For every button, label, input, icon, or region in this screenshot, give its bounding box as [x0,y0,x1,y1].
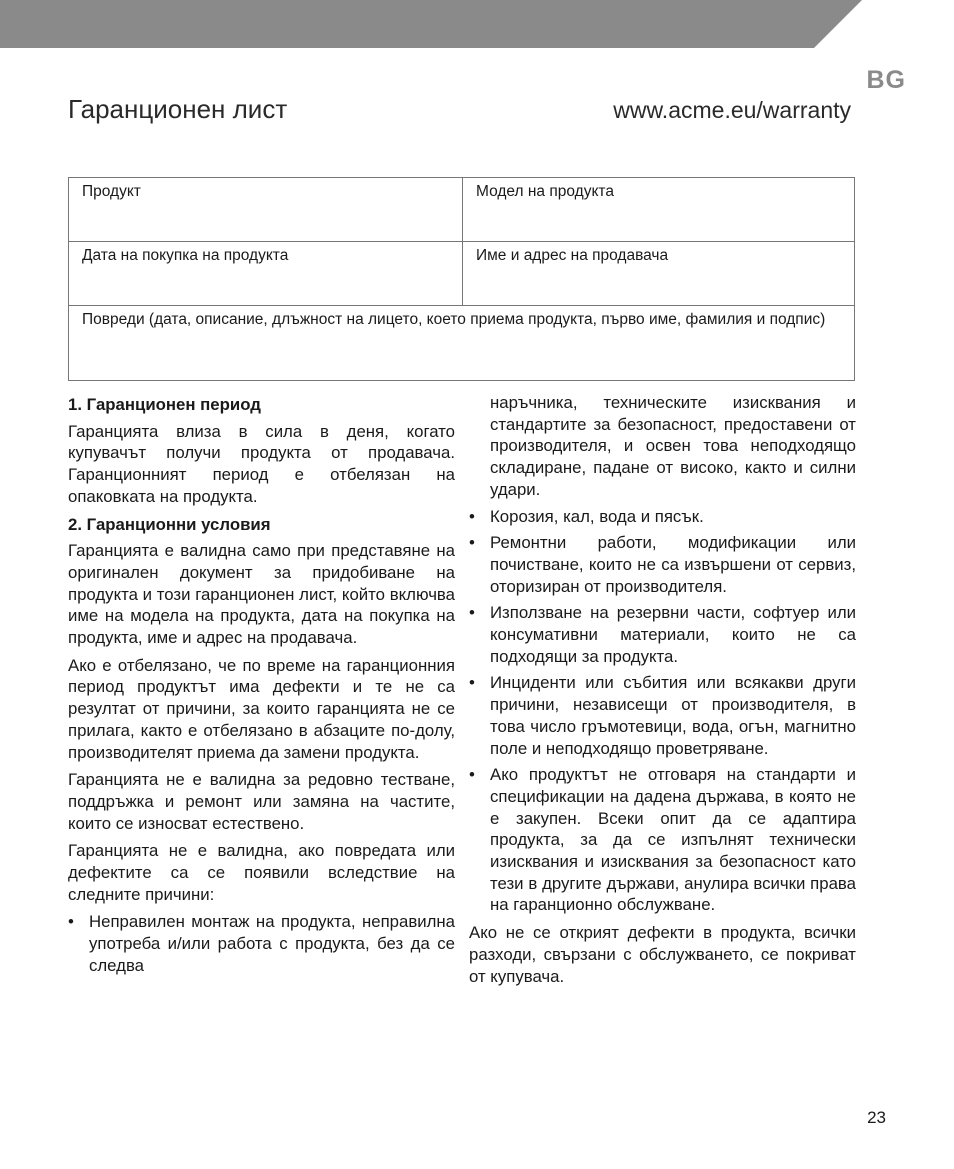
paragraph: Гаранцията е валидна само при представяне на оригинален документ за придобиване на продукта и този гаранционен лист, който включва име на модела на продукта, дата на покупка на продукта, име и адрес на продавача. [68,541,455,648]
left-column [68,392,455,983]
paragraph: Ако не се открият дефекти в продукта, всички разходи, свързани с обслужването, се покриват от купувача. [469,923,856,986]
section-heading: 2. Гаранционни условия [68,514,271,534]
list-item-text: Ремонтни работи, модификации или почистване, които не са извършени от сервиз, оторизиран от производителя. [490,533,856,596]
paragraph: Гаранцията не е валидна за редовно тестване, поддръжка и ремонт или замяна на частите, които се износват естествено. [68,770,455,833]
section-heading: 1. Гаранционен период [68,395,261,414]
list-item-text: Неправилен монтаж на продукта, неправилна употреба и/или работа с продукта, без да се следва [89,912,455,975]
list-item [469,602,856,667]
paragraph: Гаранцията не е валидна, ако повредата или дефектите са се появили вследствие на следните причини: [68,841,455,904]
condition-list [469,392,856,916]
list-item [469,672,856,759]
page-title: Гаранционен лист [68,94,288,124]
right-column [469,392,856,993]
list-item [469,506,856,528]
list-item-text: Използване на резервни части, софтуер или консумативни материали, които не са подходящи за продукта. [490,603,856,666]
field-product: Продукт [82,183,141,200]
page-number: 23 [867,1108,886,1127]
condition-list [68,911,455,976]
list-item-text: Инциденти или събития или всякакви други причини, независещи от производителя, в това число гръмотевици, вода, огън, магнитно поле и неподходящо проветряване. [490,673,856,758]
bullet-icon: • [469,603,475,623]
list-item-text: Корозия, кал, вода и пясък. [490,506,704,526]
bullet-icon: • [469,673,475,693]
bullet-icon: • [469,765,475,785]
list-item [469,532,856,597]
language-code: BG [866,66,906,94]
paragraph: Гаранцията влиза в сила в деня, когато купувачът получи продукта от продавача. Гаранционният период е отбелязан на опаковката на продукта. [68,421,455,506]
header-bar [0,0,862,48]
field-purchase-date: Дата на покупка на продукта [82,247,289,264]
warranty-url: www.acme.eu/warranty [613,97,851,123]
bullet-icon: • [68,912,74,932]
list-item-text: Ако продуктът не отговаря на стандарти и спецификации на дадена държава, в която не е закупен. Всеки опит да се адаптира продукта, за да се изпълнят технически изисквания и изисквания за безопасност като тези в другите държави, анулира всички права на гаранционно обслужване. [490,765,856,915]
field-damages: Повреди (дата, описание, длъжност на лицето, което приема продукта, първо име, фамилия и подпис) [82,311,826,328]
bullet-icon: • [469,506,475,526]
field-seller: Име и адрес на продавача [476,247,669,264]
list-item-text: наръчника, техническите изисквания и стандартите за безопасност, предоставени от производителя, и освен това неподходящо складиране, падане от високо, както и силни удари. [490,393,856,499]
field-model: Модел на продукта [476,183,614,200]
list-item [469,764,856,916]
list-item [68,911,455,976]
bullet-icon: • [469,533,475,553]
paragraph: Ако е отбелязано, че по време на гаранционния период продуктът има дефекти и те не са резултат от причини, за които гаранцията не се прилага, както е отбелязано в абзаците по-долу, производителят приема да замени продукта. [68,655,455,762]
warranty-form [68,177,855,381]
list-item-continued [469,392,856,501]
